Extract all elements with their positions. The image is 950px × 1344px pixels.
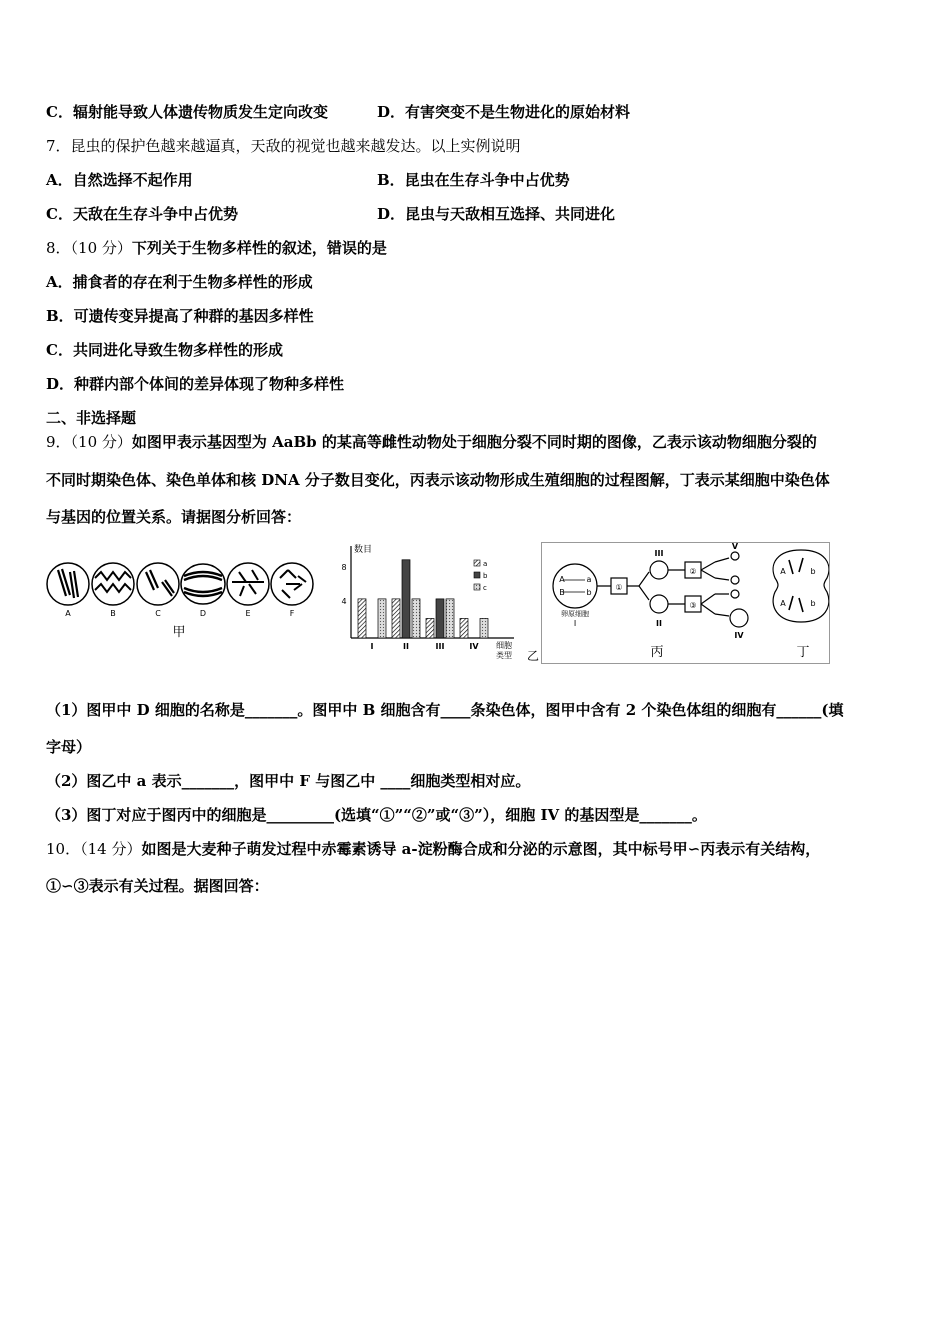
fig-bing-caption: 丙 [650, 645, 664, 660]
q9-stem-line3: 与基因的位置关系。请据图分析回答： [46, 508, 302, 526]
figure-jia [44, 560, 324, 642]
figure-bing [541, 542, 829, 664]
q9-stem-line1 [46, 432, 817, 452]
step1-label: ① [615, 583, 623, 592]
q9-stem-line2: 不同时期染色体、染色单体和核 DNA 分子数目变化，丙表示该动物形成生殖细胞的过程图解，丁表示某细胞中染色体 [46, 471, 830, 489]
x-label-line1: 细胞 [496, 641, 512, 650]
fig-yi-caption: 乙 [527, 649, 540, 663]
label-iv: IV [734, 631, 744, 640]
label-ii: II [656, 619, 662, 628]
gene-a-top-right: a [586, 575, 592, 584]
x-tick-iii: III [435, 642, 445, 651]
q9-sub1-line2: 字母） [46, 738, 92, 756]
cell-ii [650, 595, 668, 613]
x-label-line2: 类型 [496, 651, 512, 660]
q6-option-c: C．辐射能导致人体遗传物质发生定向改变 [46, 103, 328, 121]
q8-stem-line [46, 238, 387, 258]
cell-a-membrane [47, 563, 89, 605]
bar-c-iii [446, 599, 454, 638]
step3-label: ③ [689, 601, 697, 610]
cell-label-b: B [110, 609, 116, 618]
bar-c-ii [412, 599, 420, 638]
q10-score: 10．（14 分） [46, 840, 142, 858]
origin-cell-label: 卵原细胞 [561, 610, 589, 618]
legend-label-a: a [483, 560, 488, 568]
q8-stem: 下列关于生物多样性的叙述，错误的是 [131, 239, 387, 257]
y-tick-8: 8 [341, 563, 347, 572]
cell-label-a: A [65, 609, 71, 618]
fig-ding-caption: 丁 [796, 645, 810, 660]
ding-gene-top-b: b [810, 567, 816, 576]
cell-polar-2 [731, 590, 739, 598]
label-v: V [731, 542, 739, 551]
bar-a-iv [460, 618, 468, 638]
legend-label-b: b [483, 572, 488, 580]
legend-swatch-c [474, 584, 480, 590]
cell-c-membrane [137, 563, 179, 605]
x-tick-i: I [370, 642, 374, 651]
x-tick-iv: IV [469, 642, 479, 651]
cell-label-e: E [245, 609, 251, 618]
bar-a-iii [426, 618, 434, 638]
cell-label-f: F [289, 609, 295, 618]
q6-option-d: D．有害突变不是生物进化的原始材料 [377, 103, 631, 121]
q7-option-c: C．天敌在生存斗争中占优势 [46, 205, 238, 223]
q7-option-d: D．昆虫与天敌相互选择、共同进化 [377, 205, 616, 223]
cell-e-membrane [227, 563, 269, 605]
gene-b-bottom-right: b [586, 588, 592, 597]
ding-gene-bottom-a: A [780, 599, 786, 608]
q7-stem: 7．昆虫的保护色越来越逼真，天敌的视觉也越来越发达。以上实例说明 [46, 137, 521, 155]
q9-sub1-line1: （1）图甲中 D 细胞的名称是_______。图甲中 B 细胞含有____条染色体，图甲中含有 2 个染色体组的细胞有______(填 [46, 701, 844, 719]
q10-stem-line1 [46, 839, 820, 859]
y-tick-4: 4 [341, 597, 347, 606]
q8-option-a: A．捕食者的存在利于生物多样性的形成 [46, 273, 313, 291]
cell-iv [730, 609, 748, 627]
y-axis-label: 数目 [354, 545, 373, 555]
bar-c-i [378, 599, 386, 638]
q9-sub3: （3）图丁对应于图丙中的细胞是_________(选填“①”“②”或“③”），细胞 IV 的基因型是_______。 [46, 806, 707, 824]
bar-c-iv [480, 618, 488, 638]
ding-gene-bottom-b: b [810, 599, 816, 608]
q8-option-d: D．种群内部个体间的差异体现了物种多样性 [46, 375, 345, 393]
cell-label-d: D [199, 609, 207, 618]
ding-gene-top-a: A [780, 567, 786, 576]
cell-v-top [731, 552, 739, 560]
q8-score: 8．（10 分） [46, 239, 132, 257]
q8-option-c: C．共同进化导致生物多样性的形成 [46, 341, 283, 359]
q9-score: 9．（10 分） [46, 433, 132, 451]
cell-iii [650, 561, 668, 579]
q9-sub2: （2）图乙中 a 表示_______，图甲中 F 与图乙中 ____细胞类型相对应。 [46, 772, 531, 790]
q7-option-a: A．自然选择不起作用 [46, 171, 193, 189]
cell-label-c: C [155, 609, 161, 618]
figure-yi-chart [334, 542, 544, 666]
step2-label: ② [689, 567, 697, 576]
cell-d-membrane [181, 564, 225, 604]
q8-option-b: B．可遗传变异提高了种群的基因多样性 [46, 307, 314, 325]
legend-swatch-b [474, 572, 480, 578]
q9-stem-text1: 如图甲表示基因型为 AaBb 的某高等雌性动物处于细胞分裂不同时期的图像，乙表示该动物细胞分裂的 [131, 433, 817, 451]
gene-a-top: A [559, 575, 565, 584]
bar-b-ii [402, 560, 410, 638]
cell-polar-1 [731, 576, 739, 584]
label-iii: III [654, 549, 664, 558]
origin-cell-num: I [573, 619, 577, 628]
bar-a-ii [392, 599, 400, 638]
x-tick-ii: II [403, 642, 409, 651]
q10-stem-text1: 如图是大麦种子萌发过程中赤霉素诱导 a-淀粉酶合成和分泌的示意图，其中标号甲∽丙表示有关结构， [141, 840, 821, 858]
q7-option-b: B．昆虫在生存斗争中占优势 [377, 171, 570, 189]
fig-jia-caption: 甲 [172, 625, 186, 640]
bar-b-iii [436, 599, 444, 638]
bar-a-i [358, 599, 366, 638]
oogonium-cell [553, 564, 597, 608]
legend-swatch-a [474, 560, 480, 566]
section-heading: 二、非选择题 [46, 409, 137, 427]
legend-label-c: c [483, 584, 487, 592]
gene-b-bottom: B [559, 588, 565, 597]
q10-stem-line2: ①∽③表示有关过程。据图回答： [46, 877, 269, 895]
ding-cell-outline [773, 550, 829, 622]
